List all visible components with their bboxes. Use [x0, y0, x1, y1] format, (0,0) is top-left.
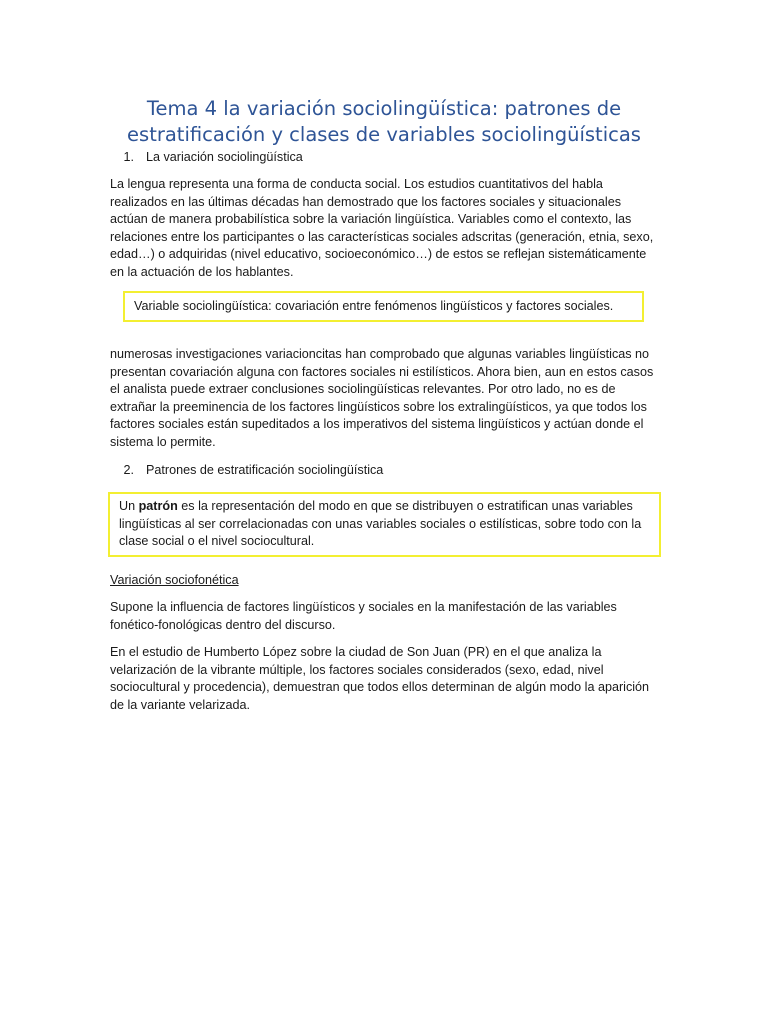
section-2-heading [110, 462, 650, 480]
section-2-number: 2. [123, 463, 134, 477]
definition-box-2-term: patrón [138, 499, 178, 513]
paragraph-1: La lengua representa una forma de conducta social. Los estudios cuantitativos del habla realizados en las últimas décadas han demostrado que los factores sociales y situacionales actúan de manera probabilística sobre la variación lingüística. Variables como el contexto, las relaciones entre los participantes o las características sociales adscritas (generación, etnia, sexo, edad…) o adquiridas (nivel educativo, socioeconómico…) de estos se reflejan sistemáticamente en la actuación de los hablantes. [110, 177, 654, 279]
definition-box-2-prefix: Un [119, 499, 139, 513]
definition-box-2-text: es la representación del modo en que se distribuyen o estratifican unas variables lingüísticas al ser correlacionadas con unas variables sociales o estilísticas, sobre todo con la clase social o el nivel sociocultural. [119, 499, 642, 549]
title-line-1: Tema 4 la variación sociolingüística: patrones de [146, 97, 622, 120]
title-line-2: estratificación y clases de variables sociolingüísticas [127, 123, 641, 146]
paragraph-4: En el estudio de Humberto López sobre la ciudad de Son Juan (PR) en el que analiza la velarización de la vibrante múltiple, los factores sociales considerados (sexo, edad, nivel sociocultural y procedencia), demuestran que todos ellos determinan de algún modo la aparición de la variante velarizada. [110, 645, 650, 712]
paragraph-3: Supone la influencia de factores lingüísticos y sociales en la manifestación de las variables fonético-fonológicas dentro del discurso. [110, 600, 617, 632]
definition-box-1-text: Variable sociolingüística: covariación entre fenómenos lingüísticos y factores sociales. [134, 299, 614, 313]
section-1-label: La variación sociolingüística [146, 150, 303, 164]
definition-box-2 [108, 492, 661, 557]
paragraph-2: numerosas investigaciones variacioncitas han comprobado que algunas variables lingüísticas no presentan covariación alguna con factores sociales ni estilísticos. Ahora bien, aun en estos casos el analista puede extraer conclusiones sociolingüísticas relevantes. Por otro lado, no es de extrañar la preeminencia de los factores lingüísticos sobre los extralingüísticos, ya que todos los factores sociales están supeditados a los imperativos del sistema lingüísticos y actúan donde el sistema lo permite. [110, 347, 654, 449]
subheading-sociofonetica: Variación sociofonética [110, 573, 239, 587]
section-1-number: 1. [123, 150, 134, 164]
section-2-label: Patrones de estratificación sociolingüística [146, 463, 384, 477]
section-1-heading [110, 149, 650, 167]
document-title [100, 96, 668, 148]
definition-box-1 [123, 291, 644, 322]
